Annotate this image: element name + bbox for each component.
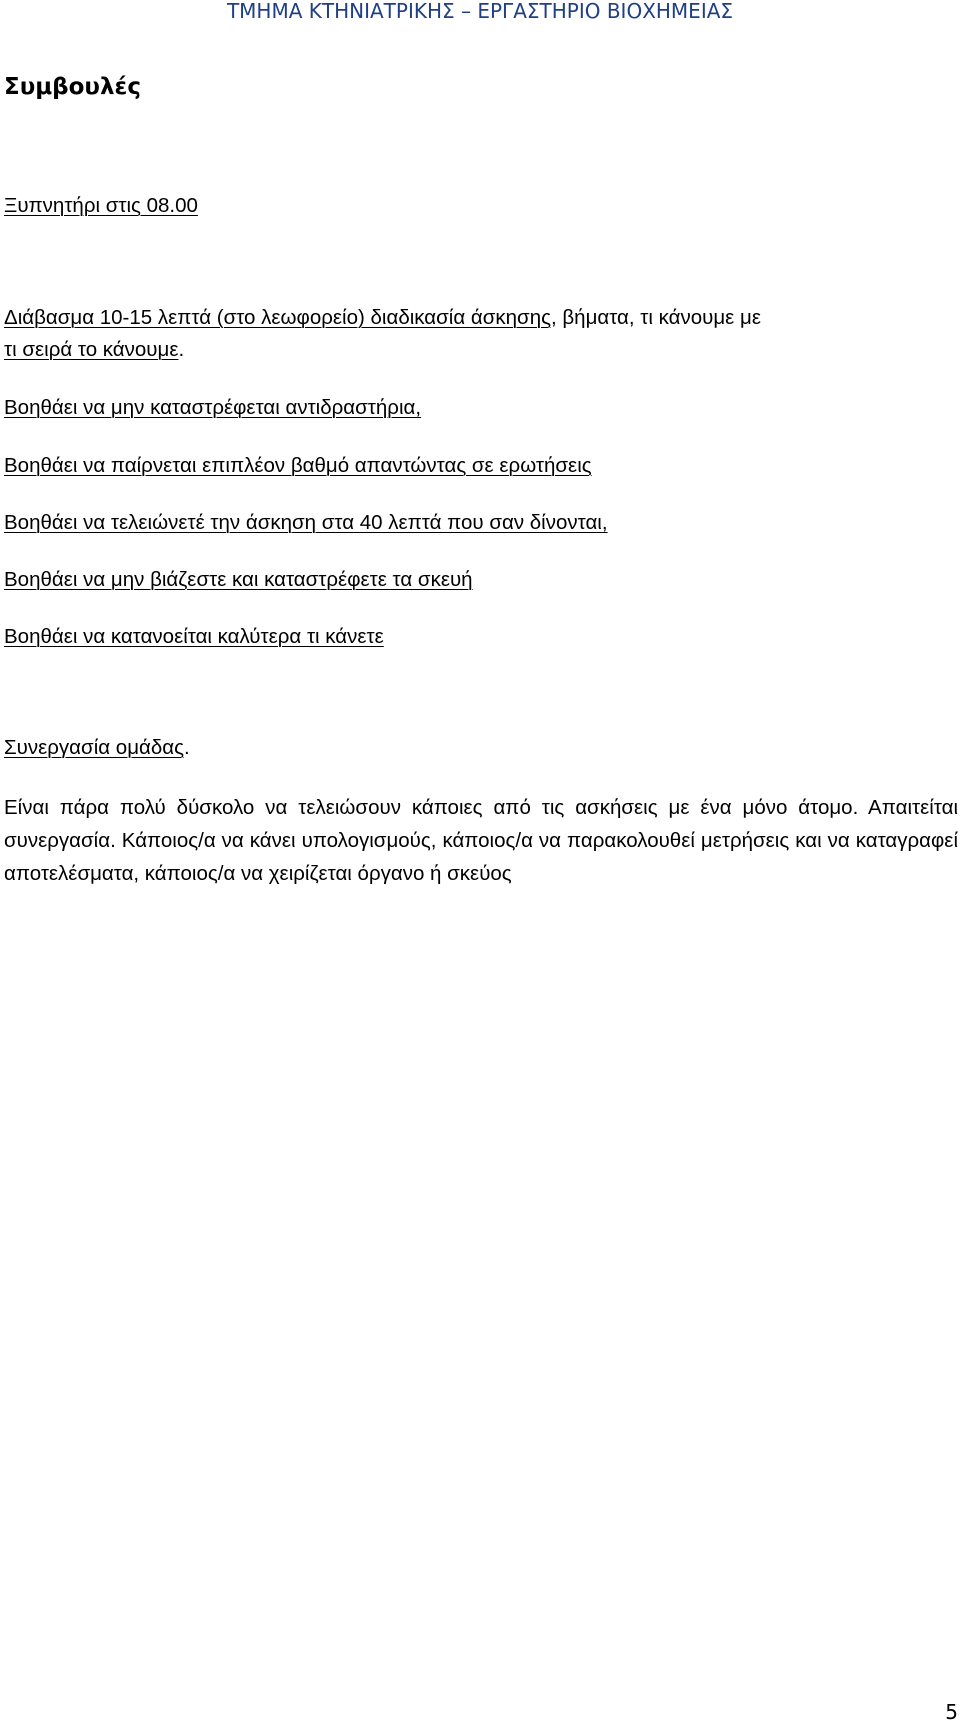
wakeup-line: Ξυπνητήρι στις 08.00 xyxy=(4,194,198,217)
section-title: Συμβουλές xyxy=(4,74,141,100)
help-line-1: Βοηθάει να μην καταστρέφεται αντιδραστήρια, xyxy=(4,396,422,419)
help-line-5: Βοηθάει να κατανοείται καλύτερα τι κάνετε xyxy=(4,625,384,648)
teamwork-heading-rest: . xyxy=(184,736,190,759)
reading-line-underlined: Διάβασμα 10-15 λεπτά (στο λεωφορείο) διαδικασία άσκησης xyxy=(4,306,551,329)
reading-line-2 xyxy=(4,336,184,364)
reading-line-2-rest: . xyxy=(178,338,185,361)
reading-line-2-underlined: τι σειρά το κάνουμε xyxy=(4,338,179,361)
help-line-3: Βοηθάει να τελειώνετέ την άσκηση στα 40 λεπτά που σαν δίνονται, xyxy=(4,511,608,534)
reading-line xyxy=(4,304,761,332)
page-number: 5 xyxy=(945,1700,958,1724)
teamwork-paragraph: Είναι πάρα πολύ δύσκολο να τελειώσουν κάποιες από τις ασκήσεις με ένα μόνο άτομο. Απαιτείται συνεργασία. Κάποιος/α να κάνει υπολογισμούς, κάποιος/α να παρακολουθεί μετρήσεις και να καταγραφεί αποτελέσματα, κάποιος/α να χειρίζεται όργανο ή σκεύος xyxy=(4,796,958,885)
reading-line-rest: , βήματα, τι κάνουμε με xyxy=(551,306,761,329)
help-line-2: Βοηθάει να παίρνεται επιπλέον βαθμό απαντώντας σε ερωτήσεις xyxy=(4,454,592,477)
teamwork-heading xyxy=(4,734,190,762)
help-line-4: Βοηθάει να μην βιάζεστε και καταστρέφετε τα σκευή xyxy=(4,568,473,591)
page-header: ΤΜΗΜΑ ΚΤΗΝΙΑΤΡΙΚΗΣ – ΕΡΓΑΣΤΗΡΙΟ ΒΙΟΧΗΜΕΙΑΣ xyxy=(226,0,734,23)
teamwork-heading-underlined: Συνεργασία ομάδας xyxy=(4,736,184,759)
